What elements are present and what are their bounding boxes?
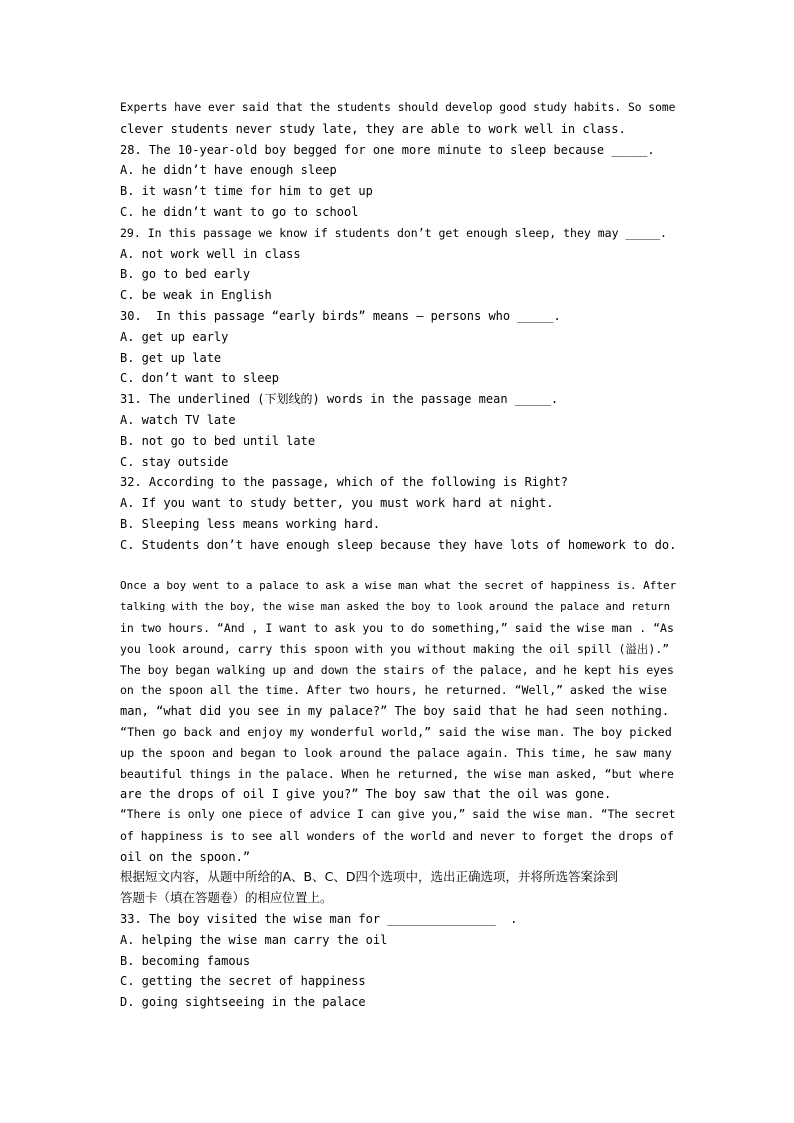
document-content	[120, 98, 676, 1013]
question-29-option-c: C. be weak in English	[120, 288, 272, 303]
question-32-stem: 32. According to the passage, which of the following is Right?	[120, 475, 568, 490]
question-30-stem: 30. In this passage “early birds” means — persons who _____.	[120, 308, 561, 323]
question-28-option-a: A. he didn’t have enough sleep	[120, 163, 337, 178]
story-line-9: up the spoon and began to look around the palace again. This time, he saw many	[120, 745, 672, 760]
question-29-option-a: A. not work well in class	[120, 246, 301, 261]
story-line-14: oil on the spoon.”	[120, 849, 251, 864]
story-line-2: talking with the boy, the wise man asked the boy to look around the palace and return	[120, 600, 671, 614]
passage-separator	[120, 556, 676, 577]
question-32-option-c: C. Students don’t have enough sleep because they have lots of homework to do.	[120, 537, 677, 552]
question-28-stem: 28. The 10-year-old boy begged for one more minute to sleep because _____.	[120, 142, 655, 157]
story-line-6: on the spoon all the time. After two hours, he returned. “Well,” asked the wise	[120, 683, 667, 698]
question-33-option-a: A. helping the wise man carry the oil	[120, 932, 388, 947]
story-line-5: The boy began walking up and down the stairs of the palace, and he kept his eyes	[120, 662, 674, 677]
question-29-option-b: B. go to bed early	[120, 267, 251, 282]
question-31-option-c: C. stay outside	[120, 454, 229, 469]
question-33-stem: 33. The boy visited the wise man for _______________ .	[120, 912, 518, 927]
story-line-7: man, “what did you see in my palace?” The boy said that he had seen nothing.	[120, 704, 670, 719]
question-31-stem: 31. The underlined (下划线的) words in the passage mean _____.	[120, 392, 559, 407]
question-33-option-c: C. getting the secret of happiness	[120, 974, 366, 989]
instruction-line-1: 根据短文内容，从题中所给的A、B、C、D四个选项中，选出正确选项，并将所选答案涂到	[120, 869, 618, 885]
question-32-option-b: B. Sleeping less means working hard.	[120, 516, 381, 531]
question-33-option-d: D. going sightseeing in the palace	[120, 995, 366, 1010]
question-29-stem: 29. In this passage we know if students don’t get enough sleep, they may _____.	[120, 225, 667, 240]
intro-line-2: clever students never study late, they are able to work well in class.	[120, 121, 626, 136]
story-line-13: of happiness is to see all wonders of the world and never to forget the drops of	[120, 828, 674, 843]
story-line-11: are the drops of oil I give you?” The boy saw that the oil was gone.	[120, 787, 612, 802]
question-30-option-b: B. get up late	[120, 350, 222, 365]
question-32-option-a: A. If you want to study better, you must work hard at night.	[120, 496, 554, 511]
story-line-4: you look around, carry this spoon with you without making the oil spill (溢出).”	[120, 641, 670, 656]
question-30-option-c: C. don’t want to sleep	[120, 371, 279, 386]
story-line-1: Once a boy went to a palace to ask a wise man what the secret of happiness is. After	[120, 579, 677, 593]
question-28-option-c: C. he didn’t want to go to school	[120, 204, 359, 219]
story-line-8: “Then go back and enjoy my wonderful world,” said the wise man. The boy picked	[120, 724, 672, 739]
question-31-option-b: B. not go to bed until late	[120, 433, 316, 448]
question-30-option-a: A. get up early	[120, 329, 229, 344]
story-line-12: “There is only one piece of advice I can give you,” said the wise man. “The secret	[120, 808, 676, 822]
intro-line-1: Experts have ever said that the students should develop good study habits. So some	[120, 101, 676, 114]
instruction-line-2: 答题卡（填在答题卷）的相应位置上。	[120, 890, 333, 906]
story-line-10: beautiful things in the palace. When he returned, the wise man asked, “but where	[120, 766, 674, 781]
question-33-option-b: B. becoming famous	[120, 953, 251, 968]
question-31-option-a: A. watch TV late	[120, 412, 236, 427]
question-28-option-b: B. it wasn’t time for him to get up	[120, 184, 373, 199]
story-line-3: in two hours. “And , I want to ask you to do something,” said the wise man . “As	[120, 620, 674, 635]
